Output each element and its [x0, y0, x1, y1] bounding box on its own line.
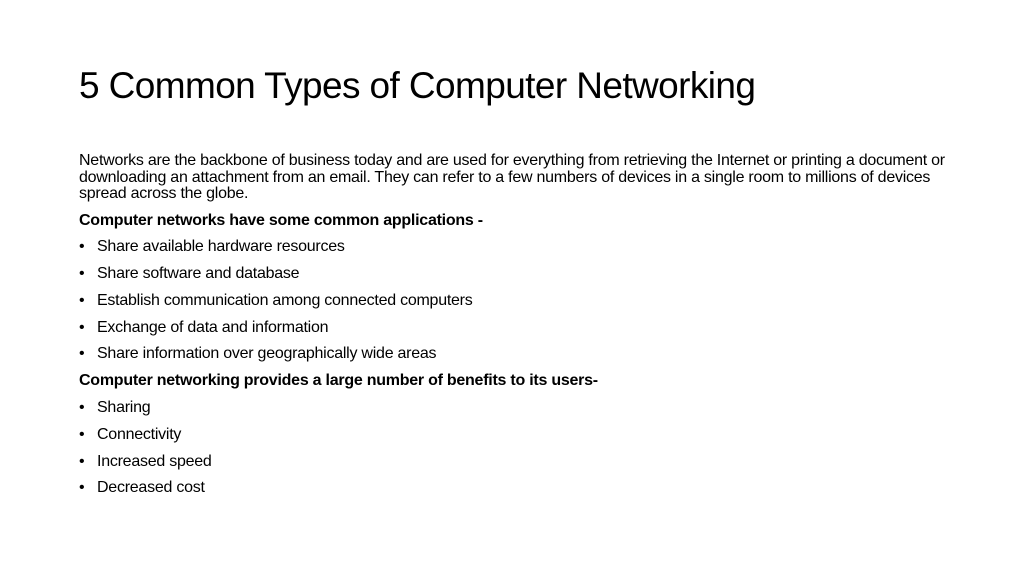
bullet-icon: •: [79, 265, 85, 283]
bullet-icon: •: [79, 238, 85, 256]
list-item-text: Share software and database: [97, 265, 300, 283]
list-item-text: Decreased cost: [97, 479, 205, 497]
bullet-icon: •: [79, 425, 85, 443]
benefits-list: [79, 395, 951, 502]
list-item: [79, 288, 951, 315]
slide-title: 5 Common Types of Computer Networking: [79, 65, 756, 106]
list-item: [79, 395, 951, 422]
bullet-icon: •: [79, 452, 85, 470]
list-item: [79, 315, 951, 342]
list-item: [79, 234, 951, 261]
applications-list: [79, 234, 951, 368]
bullet-icon: •: [79, 479, 85, 497]
list-item: [79, 475, 951, 502]
applications-heading: Computer networks have some common applications -: [79, 211, 483, 229]
slide-body: [79, 153, 951, 502]
bullet-icon: •: [79, 318, 85, 336]
bullet-icon: •: [79, 291, 85, 309]
list-item-text: Share available hardware resources: [97, 238, 345, 256]
list-item: [79, 261, 951, 288]
list-item: [79, 422, 951, 449]
list-item-text: Exchange of data and information: [97, 318, 329, 336]
list-item-text: Connectivity: [97, 425, 182, 443]
bullet-icon: •: [79, 399, 85, 417]
list-item: [79, 449, 951, 476]
bullet-icon: •: [79, 345, 85, 363]
benefits-heading: Computer networking provides a large number of benefits to its users-: [79, 372, 598, 390]
list-item-text: Increased speed: [97, 452, 212, 470]
list-item-text: Sharing: [97, 399, 151, 417]
list-item-text: Establish communication among connected computers: [97, 291, 473, 309]
list-item: [79, 341, 951, 368]
list-item-text: Share information over geographically wide areas: [97, 345, 437, 363]
intro-paragraph: Networks are the backbone of business today and are used for everything from retrieving the Internet or printing a document or downloading an attachment from an email. They can refer to a few numbers of devices in a single room to millions of devices spread across the globe.: [79, 152, 945, 202]
